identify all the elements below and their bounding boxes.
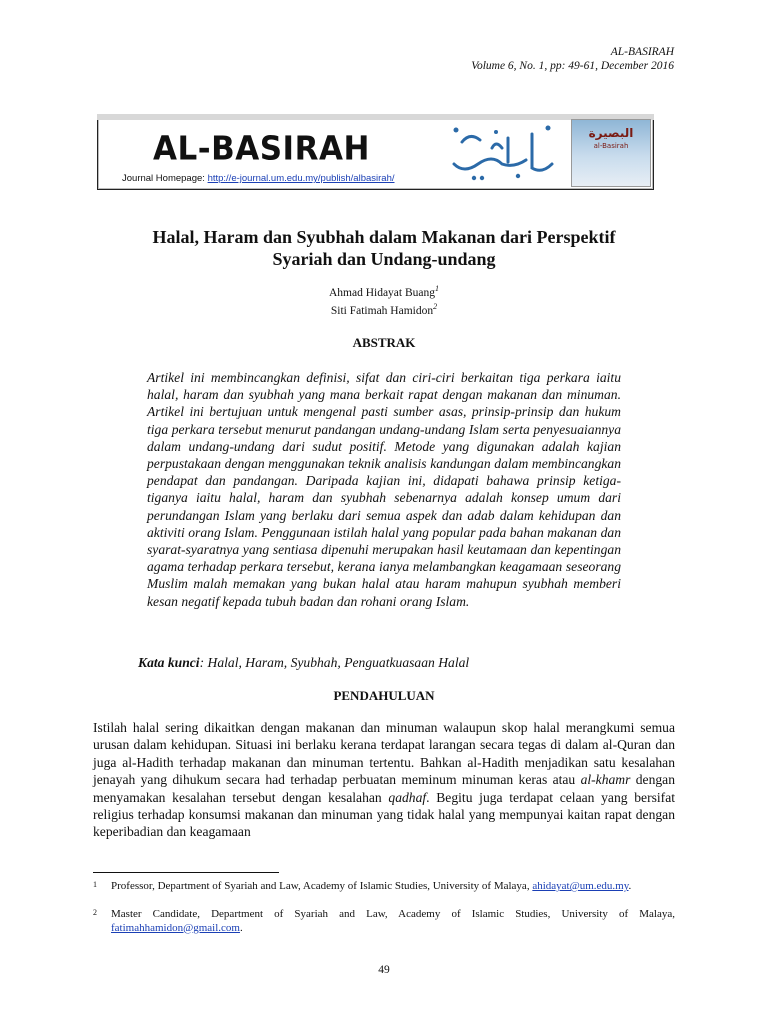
author-name: Ahmad Hidayat Buang xyxy=(328,286,436,299)
arabic-calligraphy-logo xyxy=(444,118,562,186)
keywords xyxy=(138,655,469,671)
footnote-text: Master Candidate, Department of Syariah and Law, Academy of Islamic Studies, University of Malaya, xyxy=(111,908,675,920)
footnote-email-link[interactable]: fatimahhamidon@gmail.com xyxy=(111,921,240,934)
footnote-text: Professor, Department of Syariah and Law, Academy of Islamic Studies, University of Malaya, xyxy=(111,880,533,892)
article-title-line1: Halal, Haram dan Syubhah dalam Makanan dari Perspektif xyxy=(152,227,616,247)
page-number: 49 xyxy=(378,964,390,976)
cover-title: البصيرة xyxy=(588,126,634,140)
footnote-2 xyxy=(93,908,675,935)
running-head-journal: AL-BASIRAH xyxy=(610,46,674,58)
intro-text-2: dengan menyamakan kesalahan tersebut dengan kesalahan xyxy=(93,772,676,805)
footnote-number: 2 xyxy=(93,908,97,917)
running-head-volume: Volume 6, No. 1, pp: 49-61, December 2016 xyxy=(471,60,674,72)
article-title xyxy=(95,226,673,270)
footnote-number: 1 xyxy=(93,880,97,889)
homepage-label: Journal Homepage: xyxy=(122,173,205,184)
intro-text-3: . Begitu juga terdapat celaan yang bersifat religius terhadap konsumsi makanan dan minuman yang tidak halal yang mempunyai kaitan rapat dengan keperibadian dan keagamaan xyxy=(93,789,676,840)
author-1 xyxy=(95,284,673,299)
footnote-email-link[interactable]: ahidayat@um.edu.my xyxy=(532,880,629,892)
abstract-heading: ABSTRAK xyxy=(352,335,416,350)
abstract-text: Artikel ini membincangkan definisi, sifat dan ciri-ciri berkaitan tiga perkara iaitu halal, haram dan syubhah yang mana berkait rapat dengan makanan dan minuman. Artikel ini bertujuan untuk mengenal pasti sumber asas, prinsip-prinsip dan hukum tiga perkara tersebut menurut pandangan undang-undang Islam serta penyesuaiannya dalam undang-undang dari sudut positif. Metode yang digunakan adalah kajian perpustakaan dengan menggunakan teknik analisis kandungan dalam membincangkan pendapat dan pandangan. Daripada kajian ini, didapati bahawa prinsip ketiga-tiganya iaitu halal, haram dan syubhah sebenarnya adalah konsep umum dari perundangan Islam yang berlaku dari semua aspek dan adab dalam kehidupan dan aktiviti orang Islam. Penggunaan istilah halal yang popular pada bahan makanan dan syarat-syaratnya yang sentiasa dipenuhi merupakan hasil keutamaan dan kepentingan agama terhadap perkara tersebut, kerana ianya melambangkan keagamaan seseorang Muslim malah memakan yang bukan halal atau haram mahupun syubhah memberi kesan negatif kepada tubuh badan dan rohani orang Islam. xyxy=(147,370,621,609)
intro-text-1: Istilah halal sering dikaitkan dengan makanan dan minuman walaupun skop halal merangkumi semua urusan dalam kehidupan. Situasi ini berlaku kerana terdapat larangan secara tegas di dalam al-Quran dan juga al-Hadith terhadap makanan dan minuman tertentu. Bahkan al-Hadith menjadikan satu kesalahan jenayah yang dihukum secara had terhadap perbuatan meminum minuman keras atau xyxy=(93,720,675,788)
footnote-1 xyxy=(93,880,675,894)
homepage-link[interactable]: http://e-journal.um.edu.my/publish/albasirah/ xyxy=(207,173,395,184)
keywords-label: Kata kunci xyxy=(138,655,200,670)
author-footnote-mark[interactable]: 2 xyxy=(433,302,438,311)
cover-subtitle: al-Basirah xyxy=(593,142,629,150)
intro-term-alkhamr: al-khamr xyxy=(580,772,631,788)
footnote-end: . xyxy=(628,880,632,892)
footnote-end: . xyxy=(239,921,243,934)
journal-cover-thumbnail xyxy=(571,119,651,187)
intro-term-qadhaf: qadhaf xyxy=(388,789,427,805)
journal-logo-text: AL-BASIRAH xyxy=(153,130,370,168)
keywords-list: : Halal, Haram, Syubhah, Penguatkuasaan Halal xyxy=(199,655,470,670)
article-title-line2: Syariah dan Undang-undang xyxy=(272,249,496,269)
journal-homepage xyxy=(122,173,395,184)
author-footnote-mark[interactable]: 1 xyxy=(435,284,440,293)
author-name: Siti Fatimah Hamidon xyxy=(330,304,434,317)
introduction-heading: PENDAHULUAN xyxy=(333,688,435,703)
introduction-paragraph xyxy=(93,719,675,841)
footnote-separator xyxy=(93,872,279,873)
author-2 xyxy=(95,302,673,317)
